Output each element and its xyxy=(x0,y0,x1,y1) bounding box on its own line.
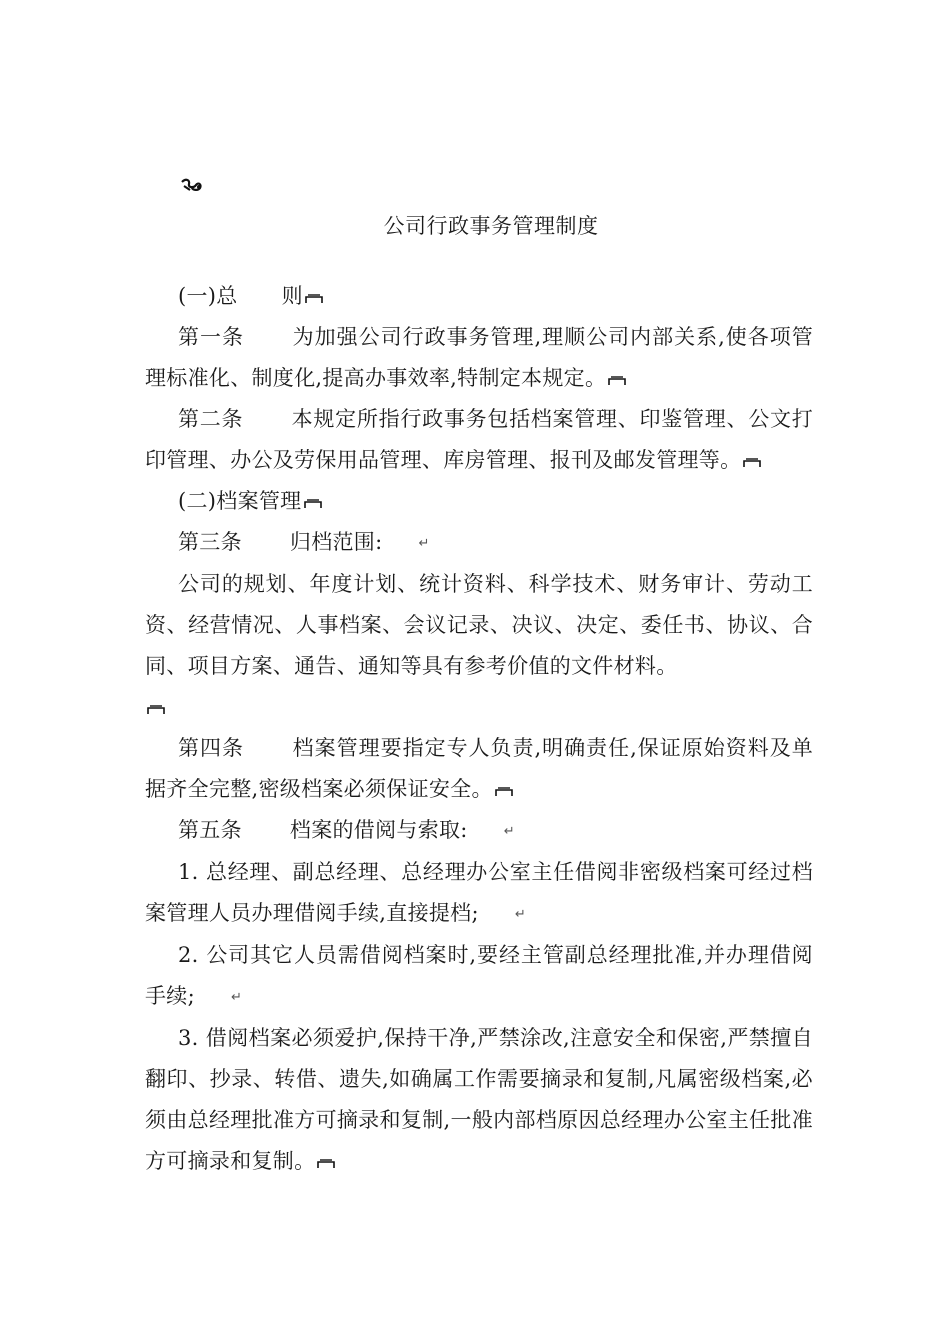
article-text: 本规定所指行政事务包括档案管理、印鉴管理、公文打印管理、办公及劳保用品管理、库房管理、报刊及邮发管理等。 xyxy=(145,407,814,472)
list-item-3: 3. 借阅档案必须爱护,保持干净,严禁涂改,注意安全和保密,严禁擅自翻印、抄录、转借、遗失,如确属工作需要摘录和复制,凡属密级档案,必须由总经理批准方可摘录和复制,一般内部档原因总经理办公室主任批准方可摘录和复制。 xyxy=(145,1026,813,1173)
article-5 xyxy=(145,810,813,852)
line-break-mark: ↵ xyxy=(503,824,515,839)
paragraph-return-icon xyxy=(147,703,165,715)
article-2 xyxy=(145,399,813,481)
article-text: 档案管理要指定专人负责,明确责任,保证原始资料及单据齐全完整,密级档案必须保证安全。 xyxy=(145,736,813,801)
anchor-mark-icon xyxy=(178,176,206,196)
paragraph-return-icon xyxy=(495,785,513,797)
list-item-2: 2. 公司其它人员需借阅档案时,要经主管副总经理批准,并办理借阅手续; ↵ xyxy=(145,935,813,1018)
line-break-mark: ↵ xyxy=(514,907,527,922)
document-body xyxy=(145,276,813,1182)
article-3 xyxy=(145,522,813,564)
paragraph-return-icon xyxy=(608,374,626,386)
section-heading-general: (一)总 则 xyxy=(145,276,813,317)
article-3-list xyxy=(145,564,813,687)
article-label: 第五条 xyxy=(178,818,242,842)
article-text: 为加强公司行政事务管理,理顺公司内部关系,使各项管理标准化、制度化,提高办事效率,特制定本规定。 xyxy=(145,325,813,390)
document-title: 公司行政事务管理制度 xyxy=(383,214,599,238)
article-1 xyxy=(145,317,813,399)
line-break-mark: ↵ xyxy=(230,990,243,1005)
list-item-1: 1. 总经理、副总经理、总经理办公室主任借阅非密级档案可经过档案管理人员办理借阅手续,直接提档; ↵ xyxy=(145,852,813,935)
article-text: 归档范围: xyxy=(289,530,383,554)
article-4 xyxy=(145,728,813,810)
empty-line xyxy=(145,687,813,728)
article-label: 第二条 xyxy=(178,407,244,431)
line-break-mark: ↵ xyxy=(418,536,430,551)
paragraph-return-icon xyxy=(743,456,761,468)
paragraph-return-icon xyxy=(304,497,322,509)
article-label: 第四条 xyxy=(178,736,244,760)
article-label: 第三条 xyxy=(178,530,242,554)
paragraph-return-icon xyxy=(317,1157,335,1169)
section-heading-archives: (二)档案管理 xyxy=(145,481,813,522)
article-label: 第一条 xyxy=(178,325,244,349)
paragraph-return-icon xyxy=(305,292,323,304)
article-text: 档案的借阅与索取: xyxy=(289,818,468,842)
article-text: 公司的规划、年度计划、统计资料、科学技术、财务审计、劳动工资、经营情况、人事档案、会议记录、决议、决定、委任书、协议、合同、项目方案、通告、通知等具有参考价值的文件材料。 xyxy=(145,572,813,678)
